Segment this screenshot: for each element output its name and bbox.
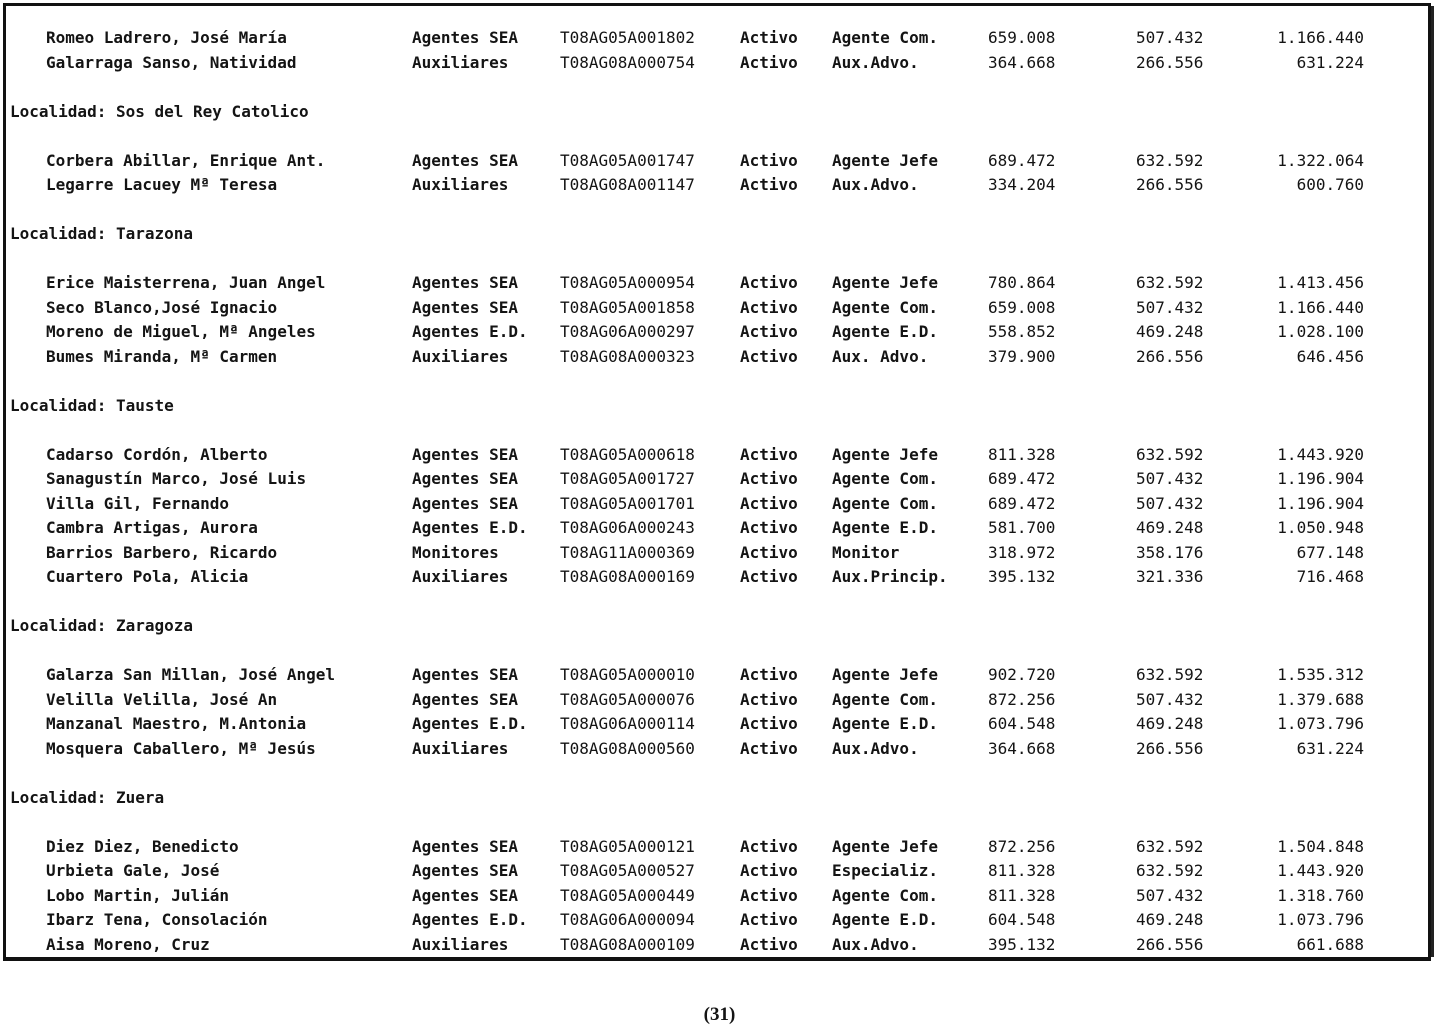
table-row [10,737,1420,762]
table-row [10,663,1420,688]
employee-name: Villa Gil, Fernando [46,493,230,513]
employee-status: Activo [740,861,798,880]
employee-name: Manzanal Maestro, M.Antonia [46,714,307,733]
staff-listing [10,26,1420,957]
employee-status: Activo [740,518,798,537]
employee-status: Activo [740,273,798,292]
employee-name: Cadarso Cordón, Alberto [46,444,268,464]
amount-total: 1.318.760 [1277,885,1364,905]
employee-status: Activo [740,493,798,513]
amount-total: 1.073.796 [1277,910,1364,929]
employee-position: Agente Com. [832,469,938,488]
section-spacer [10,590,1420,615]
amount-base: 689.472 [988,493,1056,513]
amount-supplement: 358.176 [1136,542,1204,562]
table-row [10,516,1420,541]
amount-base: 604.548 [988,714,1056,733]
table-row [10,51,1420,76]
amount-total: 1.322.064 [1277,150,1364,170]
employee-category: Agentes SEA [412,297,518,317]
amount-base: 395.132 [988,567,1056,586]
amount-base: 379.900 [988,346,1056,366]
amount-base: 689.472 [988,469,1056,488]
amount-base: 811.328 [988,861,1056,880]
employee-position: Agente Jefe [832,836,938,856]
table-row [10,320,1420,345]
amount-supplement: 507.432 [1136,469,1204,488]
amount-total: 646.456 [1296,346,1364,366]
amount-supplement: 266.556 [1136,175,1204,194]
table-row [10,908,1420,933]
employee-code: T08AG05A001802 [560,28,695,47]
amount-total: 1.196.904 [1277,493,1364,513]
employee-position: Agente E.D. [832,910,938,929]
employee-name: Sanagustín Marco, José Luis [46,469,307,488]
employee-position: Aux.Advo. [832,934,919,954]
employee-status: Activo [740,175,798,194]
amount-supplement: 469.248 [1136,910,1204,929]
employee-category: Auxiliares [412,52,509,72]
amount-base: 364.668 [988,52,1056,72]
employee-category: Agentes SEA [412,469,518,488]
employee-position: Aux.Princip. [832,567,948,586]
amount-supplement: 266.556 [1136,346,1204,366]
employee-status: Activo [740,346,798,366]
employee-name: Galarza San Millan, José Angel [46,665,335,684]
employee-code: T08AG08A000109 [560,934,695,954]
employee-category: Auxiliares [412,346,509,366]
employee-name: Mosquera Caballero, Mª Jesús [46,738,316,758]
employee-status: Activo [740,469,798,488]
table-row [10,492,1420,517]
employee-code: T08AG05A000618 [560,444,695,464]
amount-total: 1.073.796 [1277,714,1364,733]
employee-position: Agente E.D. [832,714,938,733]
amount-base: 811.328 [988,444,1056,464]
table-row [10,884,1420,909]
employee-status: Activo [740,542,798,562]
amount-total: 1.196.904 [1277,469,1364,488]
employee-category: Agentes E.D. [412,714,528,733]
employee-category: Agentes SEA [412,836,518,856]
employee-category: Auxiliares [412,567,509,586]
employee-position: Aux.Advo. [832,52,919,72]
employee-name: Legarre Lacuey Mª Teresa [46,175,278,194]
table-row [10,541,1420,566]
amount-total: 631.224 [1296,738,1364,758]
table-row [10,296,1420,321]
employee-position: Agente Jefe [832,444,938,464]
amount-base: 902.720 [988,665,1056,684]
employee-status: Activo [740,444,798,464]
locality-heading: Localidad: Sos del Rey Catolico [10,101,309,121]
employee-position: Agente E.D. [832,322,938,341]
amount-base: 689.472 [988,150,1056,170]
amount-supplement: 507.432 [1136,297,1204,317]
amount-total: 661.688 [1296,934,1364,954]
employee-category: Auxiliares [412,934,509,954]
table-row [10,26,1420,51]
employee-status: Activo [740,885,798,905]
table-row [10,345,1420,370]
employee-category: Agentes SEA [412,273,518,292]
employee-code: T08AG08A000323 [560,346,695,366]
employee-status: Activo [740,28,798,47]
employee-code: T08AG06A000094 [560,910,695,929]
employee-status: Activo [740,738,798,758]
table-row [10,688,1420,713]
amount-supplement: 507.432 [1136,689,1204,709]
table-row [10,271,1420,296]
employee-position: Especializ. [832,861,938,880]
amount-base: 364.668 [988,738,1056,758]
amount-base: 395.132 [988,934,1056,954]
employee-name: Bumes Miranda, Mª Carmen [46,346,278,366]
employee-code: T08AG05A000449 [560,885,695,905]
amount-supplement: 632.592 [1136,836,1204,856]
employee-code: T08AG11A000369 [560,542,695,562]
employee-status: Activo [740,150,798,170]
employee-name: Cuartero Pola, Alicia [46,567,249,586]
employee-category: Agentes E.D. [412,518,528,537]
employee-code: T08AG05A000527 [560,861,695,880]
employee-code: T08AG05A000954 [560,273,695,292]
employee-code: T08AG06A000243 [560,518,695,537]
amount-supplement: 632.592 [1136,861,1204,880]
employee-code: T08AG05A000121 [560,836,695,856]
employee-position: Monitor [832,542,900,562]
table-row [10,467,1420,492]
employee-category: Agentes SEA [412,689,518,709]
employee-category: Agentes SEA [412,150,518,170]
employee-position: Aux.Advo. [832,175,919,194]
employee-code: T08AG06A000297 [560,322,695,341]
amount-base: 811.328 [988,885,1056,905]
employee-name: Diez Diez, Benedicto [46,836,239,856]
amount-total: 1.443.920 [1277,861,1364,880]
employee-category: Auxiliares [412,738,509,758]
amount-supplement: 321.336 [1136,567,1204,586]
employee-position: Aux. Advo. [832,346,929,366]
employee-category: Agentes SEA [412,665,518,684]
employee-status: Activo [740,665,798,684]
employee-category: Agentes SEA [412,861,518,880]
amount-base: 659.008 [988,28,1056,47]
employee-name: Romeo Ladrero, José María [46,28,287,47]
employee-category: Auxiliares [412,175,509,194]
amount-supplement: 632.592 [1136,665,1204,684]
employee-status: Activo [740,910,798,929]
employee-category: Agentes SEA [412,28,518,47]
section-spacer [10,418,1420,443]
employee-status: Activo [740,52,798,72]
employee-code: T08AG05A001747 [560,150,695,170]
employee-name: Velilla Velilla, José An [46,689,278,709]
table-row [10,835,1420,860]
amount-total: 1.535.312 [1277,665,1364,684]
amount-supplement: 632.592 [1136,444,1204,464]
employee-code: T08AG05A001727 [560,469,695,488]
employee-code: T08AG08A000560 [560,738,695,758]
amount-total: 631.224 [1296,52,1364,72]
employee-position: Agente Com. [832,297,938,317]
locality-heading: Localidad: Zuera [10,787,165,807]
amount-total: 1.379.688 [1277,689,1364,709]
locality-heading: Localidad: Zaragoza [10,616,194,635]
employee-position: Agente Jefe [832,150,938,170]
amount-supplement: 507.432 [1136,493,1204,513]
employee-status: Activo [740,567,798,586]
amount-total: 600.760 [1296,175,1364,194]
amount-supplement: 507.432 [1136,28,1204,47]
amount-base: 780.864 [988,273,1056,292]
amount-supplement: 632.592 [1136,150,1204,170]
employee-status: Activo [740,714,798,733]
employee-name: Moreno de Miguel, Mª Angeles [46,322,316,341]
amount-supplement: 469.248 [1136,322,1204,341]
employee-position: Agente Com. [832,493,938,513]
table-row [10,443,1420,468]
amount-total: 1.443.920 [1277,444,1364,464]
table-row [10,933,1420,958]
amount-base: 558.852 [988,322,1056,341]
employee-code: T08AG06A000114 [560,714,695,733]
amount-base: 581.700 [988,518,1056,537]
amount-total: 716.468 [1296,567,1364,586]
section-spacer [10,810,1420,835]
employee-code: T08AG05A000010 [560,665,695,684]
employee-position: Aux.Advo. [832,738,919,758]
section-spacer [10,247,1420,272]
amount-total: 1.166.440 [1277,297,1364,317]
amount-base: 318.972 [988,542,1056,562]
page-number: (31) [703,1004,736,1025]
amount-supplement: 266.556 [1136,52,1204,72]
employee-code: T08AG05A001858 [560,297,695,317]
locality-heading: Localidad: Tarazona [10,224,194,243]
amount-supplement: 469.248 [1136,714,1204,733]
employee-code: T08AG08A000169 [560,567,695,586]
employee-code: T08AG08A001147 [560,175,695,194]
employee-name: Seco Blanco,José Ignacio [46,297,278,317]
amount-total: 1.166.440 [1277,28,1364,47]
employee-code: T08AG05A001701 [560,493,695,513]
employee-status: Activo [740,322,798,341]
amount-supplement: 469.248 [1136,518,1204,537]
employee-name: Barrios Barbero, Ricardo [46,542,278,562]
employee-position: Agente Com. [832,689,938,709]
table-row [10,712,1420,737]
amount-total: 677.148 [1296,542,1364,562]
amount-base: 334.204 [988,175,1056,194]
table-row [10,149,1420,174]
amount-supplement: 632.592 [1136,273,1204,292]
employee-name: Galarraga Sanso, Natividad [46,52,297,72]
employee-position: Agente Com. [832,28,938,47]
employee-category: Agentes E.D. [412,322,528,341]
table-row [10,859,1420,884]
employee-code: T08AG05A000076 [560,689,695,709]
employee-name: Lobo Martin, Julián [46,885,230,905]
employee-status: Activo [740,836,798,856]
amount-base: 872.256 [988,836,1056,856]
section-spacer [10,124,1420,149]
table-row [10,565,1420,590]
section-spacer [10,75,1420,100]
employee-code: T08AG08A000754 [560,52,695,72]
employee-category: Agentes E.D. [412,910,528,929]
amount-total: 1.028.100 [1277,322,1364,341]
employee-name: Ibarz Tena, Consolación [46,910,268,929]
employee-status: Activo [740,689,798,709]
section-spacer [10,761,1420,786]
employee-position: Agente Jefe [832,665,938,684]
section-spacer [10,198,1420,223]
employee-category: Agentes SEA [412,885,518,905]
employee-name: Cambra Artigas, Aurora [46,518,258,537]
locality-heading: Localidad: Tauste [10,395,174,415]
employee-name: Erice Maisterrena, Juan Angel [46,273,326,292]
employee-name: Urbieta Gale, José [46,861,220,880]
table-row [10,173,1420,198]
employee-category: Agentes SEA [412,493,518,513]
amount-base: 604.548 [988,910,1056,929]
amount-total: 1.504.848 [1277,836,1364,856]
employee-category: Monitores [412,542,499,562]
employee-name: Aisa Moreno, Cruz [46,934,210,954]
amount-base: 872.256 [988,689,1056,709]
amount-base: 659.008 [988,297,1056,317]
employee-position: Agente Com. [832,885,938,905]
amount-supplement: 266.556 [1136,934,1204,954]
amount-total: 1.413.456 [1277,273,1364,292]
employee-category: Agentes SEA [412,444,518,464]
employee-position: Agente Jefe [832,273,938,292]
employee-status: Activo [740,934,798,954]
amount-supplement: 507.432 [1136,885,1204,905]
employee-name: Corbera Abillar, Enrique Ant. [46,150,326,170]
section-spacer [10,639,1420,664]
amount-total: 1.050.948 [1277,518,1364,537]
employee-status: Activo [740,297,798,317]
employee-position: Agente E.D. [832,518,938,537]
amount-supplement: 266.556 [1136,738,1204,758]
section-spacer [10,369,1420,394]
